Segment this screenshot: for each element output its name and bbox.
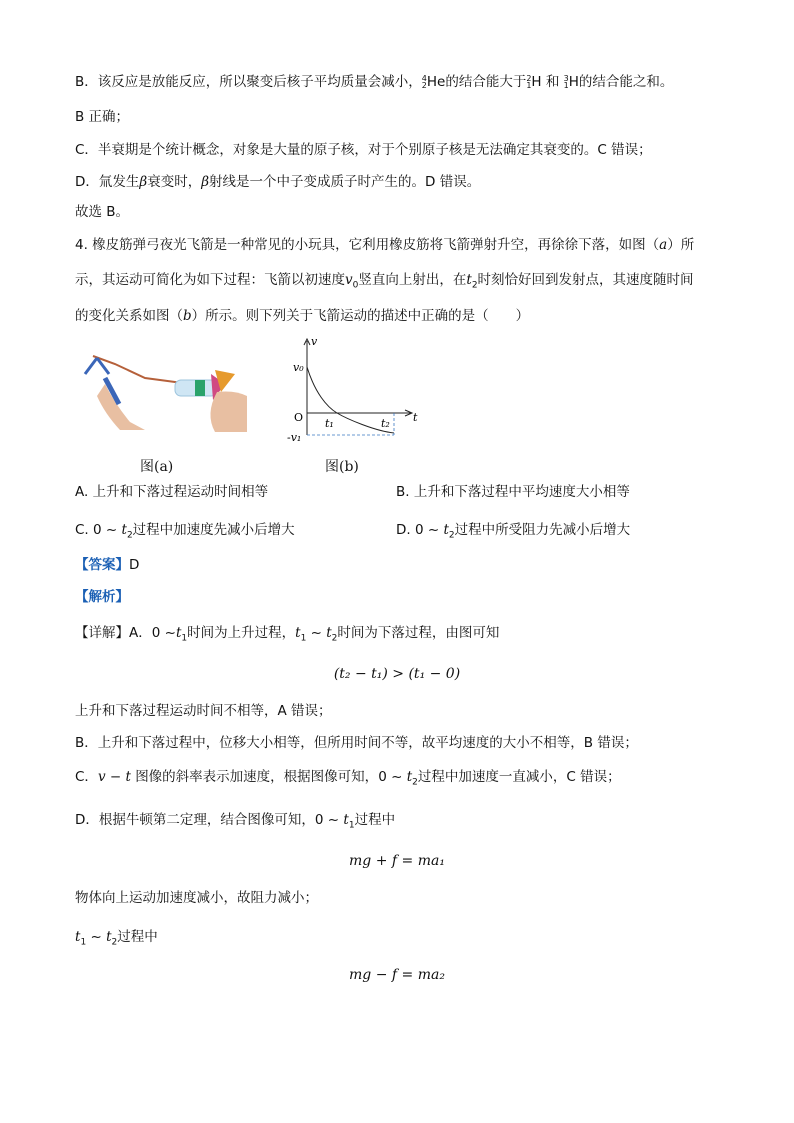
label-origin: O [294,411,304,424]
a-conclusion: 上升和下落过程运动时间不相等，A 错误； [75,703,332,719]
line-c-halflife: C．半衰期是个统计概念，对象是大量的原子核，对于个别原子核是无法确定其衰变的。C 错误； [75,142,652,158]
analysis-tag: 【解析】 [75,589,129,605]
label-v0: v₀ [293,361,304,374]
line-b-correct: B 正确； [75,109,130,125]
line-d-beta: D．氚发生β衰变时，β射线是一个中子变成质子时产生的。D 错误。 [75,174,481,190]
option-c: C. 0 ~ $t_2$过程中加速度先减小后增大 [75,522,295,541]
equation-time-compare: (t₂ − t₁) > (t₁ − 0) [333,666,461,682]
label-neg-v1: -v₁ [287,431,302,444]
answer-line: 【答案】D [75,557,140,573]
line-choose-b: 故选 B。 [75,204,130,220]
q4-stem-line3: 的变化关系如图（b）所示。则下列关于飞箭运动的描述中正确的是（ ） [75,308,530,324]
q4-stem-line1: 4. 橡皮筋弹弓夜光飞箭是一种常见的小玩具，它利用橡皮筋将飞箭弹射升空，再徐徐下落，如图（a）所 [75,237,695,253]
detail-a-line: 【详解】A．0 $\sim t_1$时间为上升过程，$t_1$ ~ $t_2$时间为下落过程，由图可知 [75,625,500,644]
equation-up: mg + f = ma₁ [349,853,445,869]
d-explanation: D．根据牛顿第二定理，结合图像可知，0 ~ $t_1$过程中 [75,812,396,831]
option-d: D. 0 ~ $t_2$过程中所受阻力先减小后增大 [396,522,631,541]
line-b-fusion: B．该反应是放能反应，所以聚变后核子平均质量会减小， 4 2 He的结合能大于 2 1 H 和 3 1 H的结合能之和。 [75,73,674,90]
vt-graph [285,335,425,450]
label-t1: t₁ [325,417,334,430]
option-a: A. 上升和下落过程运动时间相等 [75,484,269,500]
he4-nuclide: 4 2 [421,73,427,90]
slingshot-photo [75,344,247,432]
label-t2: t₂ [381,417,390,430]
q4-stem-line2: 示，其运动可简化为如下过程：飞箭以初速度$v_0$竖直向上射出，在$t_2$时刻恰好回到发射点，其速度随时间 [75,272,694,291]
up-conclusion: 物体向上运动加速度减小，故阻力减小； [75,890,318,906]
t1-t2-process: $t_1$ ~ $t_2$过程中 [75,929,158,948]
caption-fig-a: 图(a) [140,459,174,475]
label-t: t [413,411,418,424]
h2-nuclide: 2 1 [526,73,532,90]
b-explanation: B．上升和下落过程中，位移大小相等，但所用时间不等，故平均速度的大小不相等，B 错误； [75,735,638,751]
c-explanation: C．v − t 图像的斜率表示加速度，根据图像可知，0 ~ $t_2$过程中加速度一直减小，C 错误； [75,769,621,788]
h3-nuclide: 3 1 [563,73,569,90]
label-v: v [311,335,318,348]
caption-fig-b: 图(b) [325,459,359,475]
equation-down: mg − f = ma₂ [349,967,445,983]
option-b: B. 上升和下落过程中平均速度大小相等 [396,484,630,500]
